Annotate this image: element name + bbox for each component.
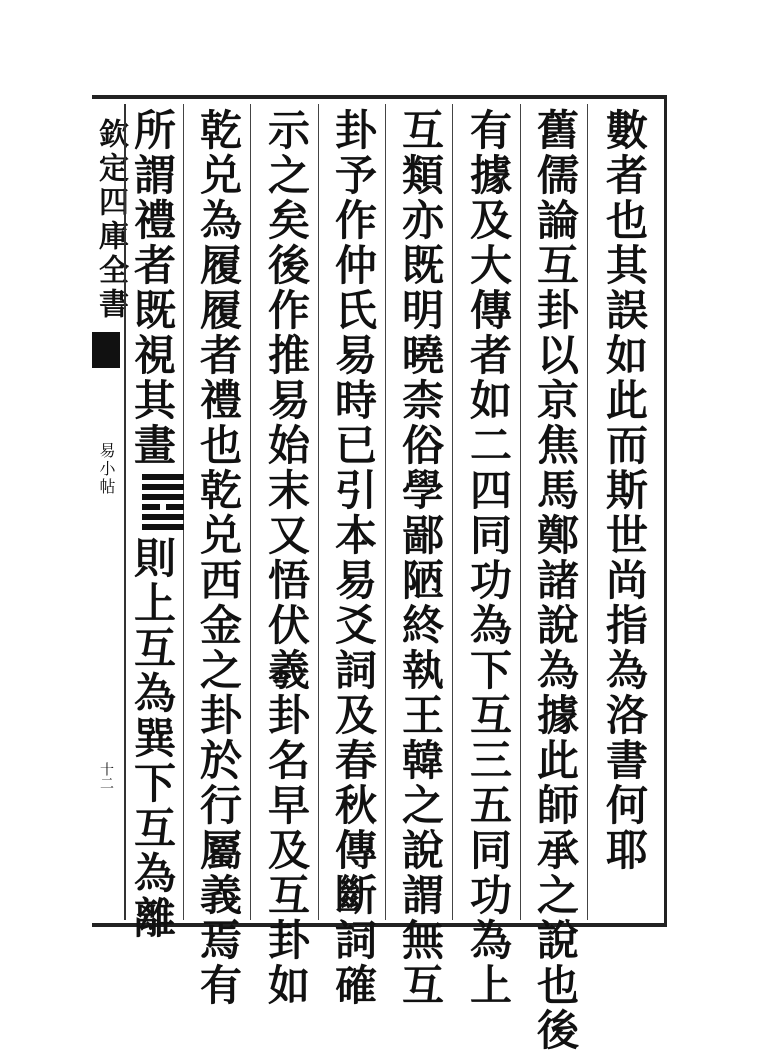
text-column-5 [325,108,381,1008]
column-text [124,108,186,941]
text-column-6 [258,108,314,1008]
text-column-1 [596,108,652,918]
column-text-after: 則上互為巽下互為離 [128,536,177,941]
column-text-before: 所謂禮者既視其畫 [128,108,177,468]
margin-book-title: 易小帖 [97,442,116,496]
margin-page-number: 十二 [98,762,114,790]
margin-collection-title: 欽定四庫全書 [93,118,128,322]
column-rule [452,104,453,920]
column-rule [587,104,588,920]
column-text: 乾兑為履履者禮也乾兑西金之卦於行屬義焉有 [194,108,243,1008]
margin-fishtail-mark [92,332,120,368]
text-column-3 [460,108,516,1008]
column-text: 舊儒論互卦以京焦馬鄭諸說為據此師承之說也後 [531,108,580,1053]
text-column-7 [190,108,246,1008]
text-column-2 [527,108,583,1053]
column-text: 有據及大傳者如二四同功為下互三五同功為上 [464,108,513,1008]
text-column-4 [392,108,448,1008]
column-text: 示之矣後作推易始末又悟伏羲卦名早及互卦如 [262,108,311,1008]
column-text: 互類亦既明曉柰俗學鄙陋終執王韓之說謂無互 [396,108,445,1008]
column-text: 數者也其誤如此而斯世尚指為洛書何耶 [600,108,649,873]
column-rule [250,104,251,920]
column-rule [318,104,319,920]
column-text: 卦予作仲氏易時已引本易爻詞及春秋傳斷詞確 [329,108,378,1008]
column-rule [385,104,386,920]
hexagram-lu-icon [140,472,186,532]
text-column-8 [127,108,183,941]
column-rule [520,104,521,920]
